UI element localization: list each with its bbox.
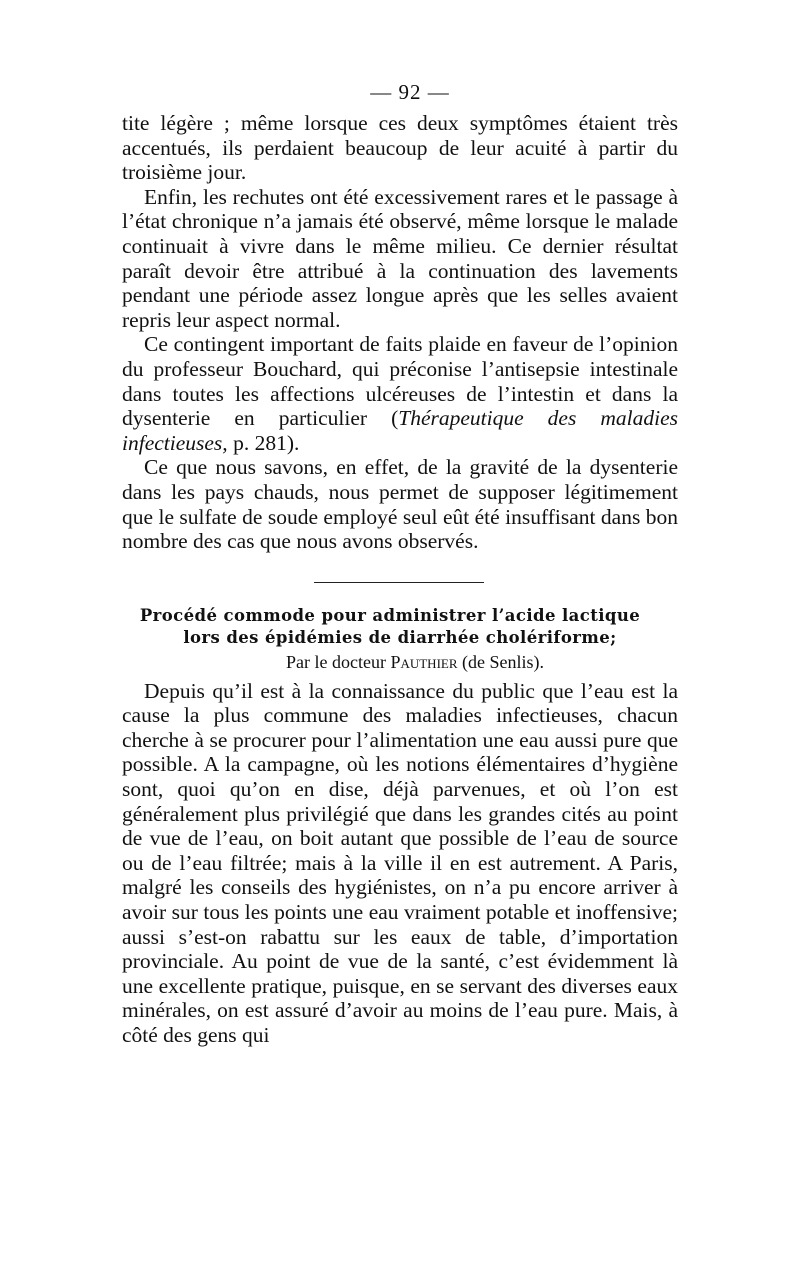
paragraph-continued: tite légère ; même lorsque ces deux symptômes étaient très accentués, ils perdaient beaucoup de leur acuité à partir du troisième jour. <box>122 111 678 185</box>
page-number: — 92 — <box>370 80 450 104</box>
byline-suffix: (de Senlis). <box>457 651 544 672</box>
byline-prefix: Par le docteur <box>285 651 391 672</box>
book-page <box>122 80 678 1048</box>
paragraph-bouchard <box>122 332 678 455</box>
book-title-reference: Thérapeutique des maladies infectieuses, <box>122 406 678 455</box>
paragraph-sulfate: Ce que nous savons, en effet, de la gravité de la dysenterie dans les pays chauds, nous permet de supposer légitimement que le sulfate de soude employé seul eût été insuffisant dans bon nombre des cas que nous avons observés. <box>122 455 678 554</box>
byline <box>152 651 678 673</box>
page-reference: p. 281). <box>227 430 300 455</box>
paragraph-rechutes: Enfin, les rechutes ont été excessivement rares et le passage à l’état chronique n’a jamais été observé, même lorsque le malade continuait à vivre dans le même milieu. Ce dernier résultat paraît devoir être attribué à la continuation des lavements pendant une période assez longue après que les selles avaient repris leur aspect normal. <box>122 184 678 332</box>
byline-author: Pauthier <box>390 651 458 672</box>
section-divider <box>314 582 484 583</box>
section-title-line-2: lors des épidémies de diarrhée cholériforme; <box>183 627 617 647</box>
paragraph-eau: Depuis qu’il est à la connaissance du public que l’eau est la cause la plus commune des maladies infectieuses, chacun cherche à se procurer pour l’alimentation une eau aussi pure que possible. A la campagne, où les notions élémentaires d’hygiène sont, quoi qu’on en dise, déjà parvenues, et où l’on est généralement plus privilégié que dans les grandes cités au point de vue de l’eau, on boit autant que possible de l’eau de source ou de l’eau filtrée; mais à la ville il en est autrement. A Paris, malgré les conseils des hygiénistes, on n’a pu encore arriver à avoir sur tous les points une eau vraiment potable et inoffensive; aussi s’est-on rabattu sur les eaux de table, d’importation provinciale. Au point de vue de la santé, c’est évidemment là une excellente pratique, puisque, en se servant des diverses eaux minérales, on est assuré d’avoir au moins de l’eau pure. Mais, à côté des gens qui <box>122 678 678 1047</box>
bouchard-text: Ce contingent important de faits plaide en faveur de l’opinion du professeur Bouchard, qui préconise l’antisepsie intestinale dans toutes les affections ulcéreuses de l’intestin et dans la dysenterie en particulier ( <box>122 332 678 431</box>
section-title-line-1: Procédé commode pour administrer l’acide lactique <box>139 605 641 625</box>
